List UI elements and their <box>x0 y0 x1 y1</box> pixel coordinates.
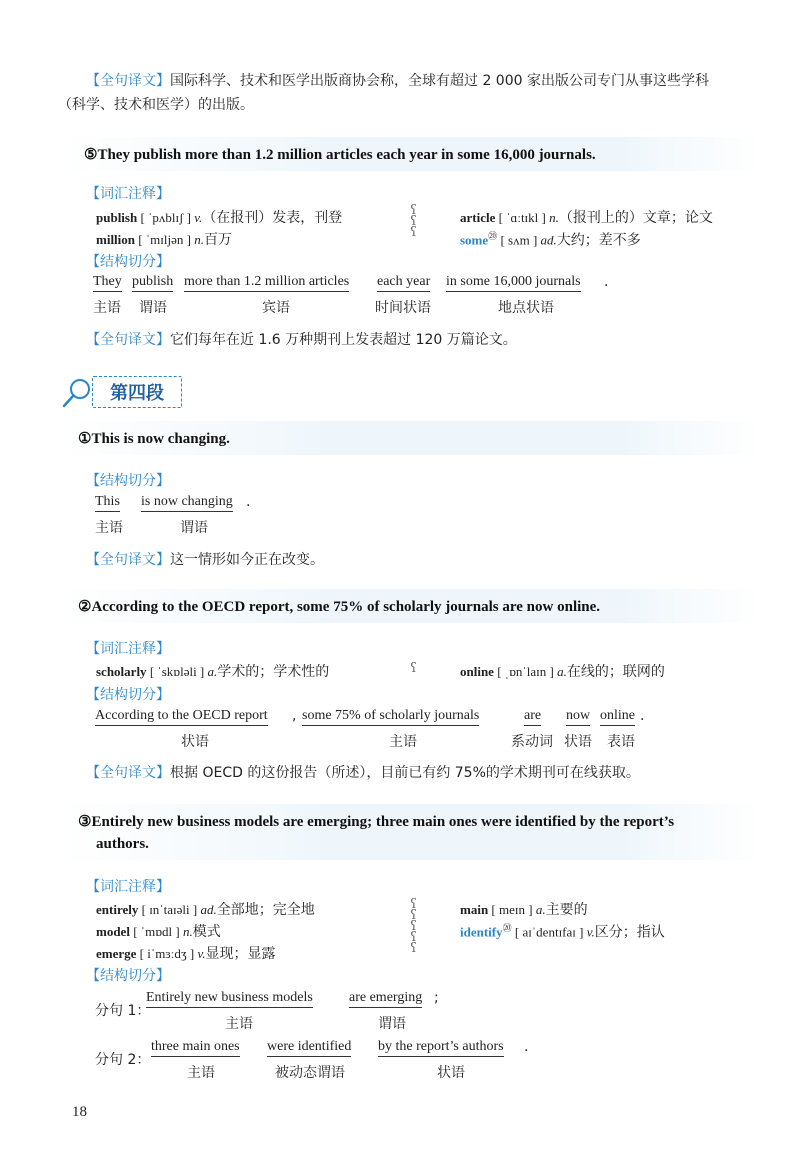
sentence-5: ⑤They publish more than 1.2 million articles each year in some 16,000 journals. <box>84 147 596 163</box>
sentence-1: ①This is now changing. <box>78 431 230 447</box>
sentence-2: ②According to the OECD report, some 75% of scholarly journals are now online. <box>78 599 601 615</box>
label-subject: 主语 <box>93 300 121 316</box>
segment-predicate: are emerging <box>349 990 422 1008</box>
translation-paragraph <box>86 70 786 92</box>
vocab-entry-publish: publish [ ˈpʌblɪʃ ] v.（在报刊）发表，刊登 <box>96 210 343 226</box>
translation-5: 【全句译文】它们每年在近 1.6 万种期刊上发表超过 120 万篇论文。 <box>86 332 517 348</box>
segment-predicate: is now changing <box>141 494 233 512</box>
segment-place: in some 16,000 journals <box>446 274 581 292</box>
label-subject: 主语 <box>225 1016 253 1032</box>
translation-tag: 【全句译文】 <box>86 73 170 89</box>
vocab-entry-entirely: entirely [ ɪnˈtaɪəli ] ad.全部地；完全地 <box>96 902 315 918</box>
segment-subject: Entirely new business models <box>146 990 313 1008</box>
label-place: 地点状语 <box>498 300 554 316</box>
segment-adverbial: by the report’s authors <box>378 1039 504 1057</box>
label-predicate: 谓语 <box>180 520 208 536</box>
vocab-tag: 【词汇注释】 <box>86 186 170 202</box>
magnifier-icon <box>60 376 94 410</box>
section-heading: 第四段 <box>92 376 182 408</box>
label-linking-verb: 系动词 <box>511 734 553 750</box>
segment-time: each year <box>377 274 430 292</box>
label-subject: 主语 <box>95 520 123 536</box>
label-subject: 主语 <box>389 734 417 750</box>
segment-subject: three main ones <box>151 1039 240 1057</box>
label-time: 时间状语 <box>375 300 431 316</box>
segment-end: . <box>604 274 609 290</box>
label-adverbial: 状语 <box>181 734 209 750</box>
vocab-entry-emerge: emerge [ iˈmɜːdʒ ] v.显现；显露 <box>96 946 276 962</box>
vocab-entry-article: article [ ˈɑːtɪkl ] n.（报刊上的）文章；论文 <box>460 210 713 226</box>
vocab-entry-million: million [ ˈmɪljən ] n.百万 <box>96 232 232 248</box>
label-passive-predicate: 被动态谓语 <box>275 1065 345 1081</box>
segment-passive-predicate: were identified <box>267 1039 351 1057</box>
label-adverb: 状语 <box>564 734 592 750</box>
label-object: 宾语 <box>262 300 290 316</box>
divider-squiggle: ʕ <box>410 661 417 676</box>
divider-squiggle: ʕ ʕ ʕ <box>410 203 417 240</box>
structure-tag: 【结构切分】 <box>86 968 170 984</box>
vocab-tag: 【词汇注释】 <box>86 879 170 895</box>
page-number: 18 <box>72 1104 87 1120</box>
translation-2: 【全句译文】根据 OECD 的这份报告（所述），目前已有约 75%的学术期刊可在线获取。 <box>86 765 640 781</box>
segment-predicative: online <box>600 708 635 726</box>
segment-subject: some 75% of scholarly journals <box>302 708 479 726</box>
structure-tag: 【结构切分】 <box>86 473 170 489</box>
vocab-entry-scholarly: scholarly [ ˈskɒləli ] a.学术的；学术性的 <box>96 664 330 680</box>
segment-subject: They <box>93 274 122 292</box>
segment-end: . <box>246 494 251 510</box>
label-predicate: 谓语 <box>139 300 167 316</box>
segment-predicate: publish <box>132 274 173 292</box>
vocab-entry-some: some⑳ [ sʌm ] ad.大约；差不多 <box>460 231 641 249</box>
segment-end: . <box>640 708 645 724</box>
translation-1: 【全句译文】这一情形如今正在改变。 <box>86 552 324 568</box>
structure-tag: 【结构切分】 <box>86 254 170 270</box>
vocab-entry-model: model [ ˈmɒdl ] n.模式 <box>96 924 221 940</box>
clause-1-prefix: 分句 1： <box>95 1003 151 1019</box>
vocab-tag: 【词汇注释】 <box>86 641 170 657</box>
label-adverbial: 状语 <box>437 1065 465 1081</box>
segment-linking-verb: are <box>524 708 541 726</box>
clause-2-prefix: 分句 2： <box>95 1052 151 1068</box>
segment-subject: This <box>95 494 120 512</box>
segment-end: ; <box>434 990 439 1006</box>
translation-text: 国际科学、技术和医学出版商协会称，全球有超过 2 000 家出版公司专门从事这些学科 <box>170 73 709 89</box>
segment-comma: , <box>292 708 297 724</box>
label-predicative: 表语 <box>607 734 635 750</box>
vocab-entry-main: main [ meɪn ] a.主要的 <box>460 902 588 918</box>
translation-paragraph-cont: （科学、技术和医学）的出版。 <box>58 97 254 113</box>
segment-adverb: now <box>566 708 590 726</box>
sentence-3-line2: authors. <box>96 836 149 852</box>
segment-end: . <box>524 1039 529 1055</box>
sentence-3-line1: ③Entirely new business models are emerging; three main ones were identified by the report’s <box>78 814 675 830</box>
divider-squiggle: ʕ ʕ ʕ ʕ ʕ <box>410 897 417 956</box>
vocab-entry-identify: identify⑳ [ aɪˈdentɪfaɪ ] v.区分；指认 <box>460 923 665 941</box>
structure-tag: 【结构切分】 <box>86 687 170 703</box>
segment-adverbial: According to the OECD report <box>95 708 268 726</box>
label-subject: 主语 <box>187 1065 215 1081</box>
label-predicate: 谓语 <box>378 1016 406 1032</box>
vocab-entry-online: online [ ˌɒnˈlaɪn ] a.在线的；联网的 <box>460 664 665 680</box>
segment-object: more than 1.2 million articles <box>184 274 349 292</box>
